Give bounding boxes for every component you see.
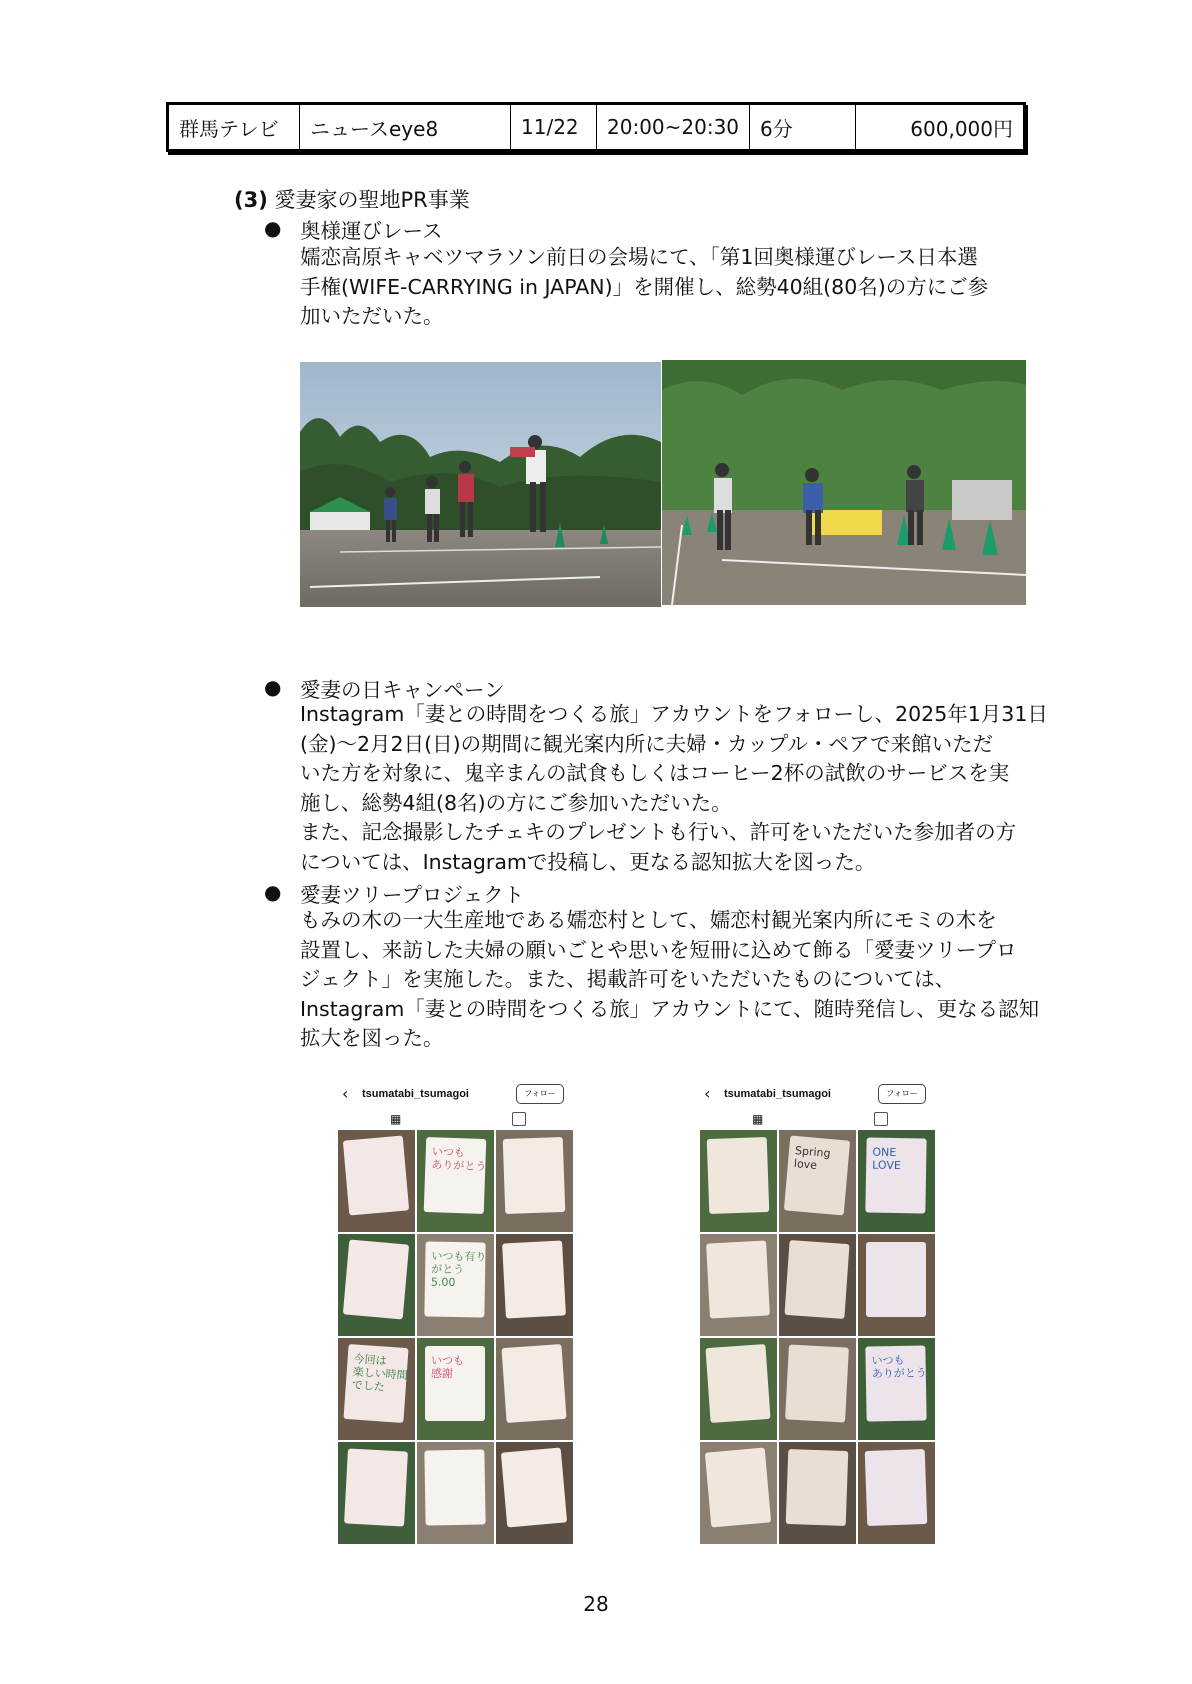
wish-card (865, 1137, 926, 1213)
profile-header (700, 1082, 950, 1112)
wish-text: Spring love (793, 1144, 832, 1172)
post-tile[interactable] (858, 1338, 935, 1440)
wish-card (501, 1344, 566, 1423)
station-cell: 群馬テレビ (168, 104, 300, 151)
body-line: Instagram「妻との時間をつくる旅」アカウントをフォローし、2025年1月31日 (300, 702, 1048, 726)
post-tile[interactable] (858, 1130, 935, 1232)
wish-text: 今回は 楽しい時間 でした (351, 1352, 409, 1394)
body-line: 嬬恋高原キャベツマラソン前日の会場にて、「第1回奥様運びレース日本選 (300, 245, 978, 269)
instagram-screenshot-2 (700, 1082, 950, 1532)
post-tile[interactable] (496, 1234, 573, 1336)
wish-card (707, 1137, 770, 1214)
section-number: (3) (234, 188, 268, 212)
wish-text: いつも 感謝 (431, 1354, 464, 1380)
tagged-icon[interactable] (874, 1112, 888, 1126)
program-cell: ニュースeye8 (300, 104, 511, 151)
follow-button[interactable]: フォロー (516, 1084, 564, 1104)
item-title-campaign: 愛妻の日キャンペーン (300, 678, 505, 702)
wish-card (786, 1449, 849, 1526)
body-line: また、記念撮影したチェキのプレゼントも行い、許可をいただいた参加者の方 (300, 820, 1017, 844)
body-line: については、Instagramで投稿し、更なる認知拡大を図った。 (300, 849, 876, 874)
page-number: 28 (583, 1592, 609, 1616)
grid-icon[interactable]: ▦ (752, 1112, 764, 1126)
item-body-tree (300, 906, 1040, 1054)
post-tile[interactable] (700, 1234, 777, 1336)
table-row (168, 104, 1025, 151)
time-cell: 20:00~20:30 (597, 104, 750, 151)
wish-card (706, 1240, 770, 1318)
wish-card (705, 1344, 770, 1423)
post-tile[interactable] (858, 1234, 935, 1336)
body-line: 設置し、来訪した夫婦の願いごとや思いを短冊に込めて飾る「愛妻ツリープロ (300, 937, 1017, 962)
post-tile[interactable] (417, 1442, 494, 1544)
post-tile[interactable] (417, 1130, 494, 1232)
back-icon[interactable]: ‹ (342, 1084, 349, 1103)
wish-card (424, 1137, 487, 1214)
post-tile[interactable] (496, 1442, 573, 1544)
post-tile[interactable] (496, 1130, 573, 1232)
body-line: Instagram「妻との時間をつくる旅」アカウントにて、随時発信し、更なる認知 (300, 996, 1040, 1021)
date-cell: 11/22 (511, 104, 597, 151)
wish-card (503, 1137, 566, 1214)
grid-icon[interactable]: ▦ (390, 1112, 402, 1126)
post-tile[interactable] (700, 1338, 777, 1440)
post-tile[interactable] (417, 1234, 494, 1336)
wish-card (424, 1449, 485, 1525)
wish-card (705, 1448, 771, 1528)
wish-card (866, 1242, 926, 1317)
post-tile[interactable] (779, 1442, 856, 1544)
post-tile[interactable] (779, 1130, 856, 1232)
post-tile[interactable] (858, 1442, 935, 1544)
wish-text: いつも ありがとう (871, 1353, 927, 1381)
post-grid (338, 1130, 574, 1544)
post-tile[interactable] (779, 1338, 856, 1440)
username: tsumatabi_tsumagoi (724, 1088, 831, 1100)
broadcast-table (166, 102, 1026, 152)
instagram-screenshot-1 (338, 1082, 588, 1532)
wish-card (343, 1344, 408, 1423)
item-body-campaign (300, 700, 1048, 877)
wish-card (425, 1346, 485, 1421)
section-heading (234, 184, 470, 214)
post-tile[interactable] (338, 1130, 415, 1232)
wish-text: いつも有り がとう 5.00 (430, 1249, 487, 1290)
post-tile[interactable] (338, 1442, 415, 1544)
body-line: (金)～2月2日(日)の期間に観光案内所に夫婦・カップル・ペアで来館いただ (300, 731, 994, 756)
race-photo-left (300, 362, 661, 607)
wish-card (784, 1136, 850, 1216)
wish-text: いつも ありがとう (431, 1145, 487, 1174)
wish-card (343, 1136, 409, 1216)
body-line: もみの木の一大生産地である嬬恋村として、嬬恋村観光案内所にモミの木を (300, 908, 997, 932)
tagged-icon[interactable] (512, 1112, 526, 1126)
post-tile[interactable] (779, 1234, 856, 1336)
body-line: 手権(WIFE-CARRYING in JAPAN)」を開催し、総勢40組(80名)の方にご参 (300, 274, 989, 299)
duration-cell: 6分 (750, 104, 856, 151)
post-tile[interactable] (338, 1338, 415, 1440)
bullet-icon: ● (264, 216, 282, 240)
post-grid (700, 1130, 936, 1544)
wish-card (785, 1344, 849, 1422)
profile-header (338, 1082, 588, 1112)
item-title-race: 奥様運びレース (300, 219, 443, 243)
wish-card (343, 1240, 409, 1320)
cost-cell: 600,000円 (856, 104, 1025, 151)
post-tile[interactable] (496, 1338, 573, 1440)
back-icon[interactable]: ‹ (704, 1084, 711, 1103)
body-line: 拡大を図った。 (300, 1026, 444, 1050)
item-body-race (300, 243, 1030, 332)
follow-button[interactable]: フォロー (878, 1084, 926, 1104)
wish-card (424, 1241, 485, 1317)
bullet-icon: ● (264, 880, 282, 904)
wish-card (865, 1345, 926, 1421)
wish-card (865, 1449, 928, 1526)
wish-card (501, 1448, 567, 1528)
item-title-tree: 愛妻ツリープロジェクト (300, 883, 525, 907)
bullet-icon: ● (264, 675, 282, 699)
wish-card (784, 1240, 849, 1319)
body-line: いた方を対象に、鬼辛まんの試食もしくはコーヒー2杯の試飲のサービスを実 (300, 761, 1010, 785)
wish-card (502, 1240, 566, 1318)
wish-card (344, 1448, 408, 1526)
post-tile[interactable] (700, 1442, 777, 1544)
post-tile[interactable] (338, 1234, 415, 1336)
body-line: ジェクト」を実施した。また、掲載許可をいただいたものについては、 (300, 967, 956, 991)
username: tsumatabi_tsumagoi (362, 1088, 469, 1100)
wish-text: ONE LOVE (872, 1145, 901, 1173)
post-tile[interactable] (700, 1130, 777, 1232)
body-line: 施し、総勢4組(8名)の方にご参加いただいた。 (300, 790, 732, 815)
body-line: 加いただいた。 (300, 304, 444, 328)
post-tile[interactable] (417, 1338, 494, 1440)
section-title: 愛妻家の聖地PR事業 (274, 188, 470, 212)
race-photo-right (662, 360, 1026, 605)
